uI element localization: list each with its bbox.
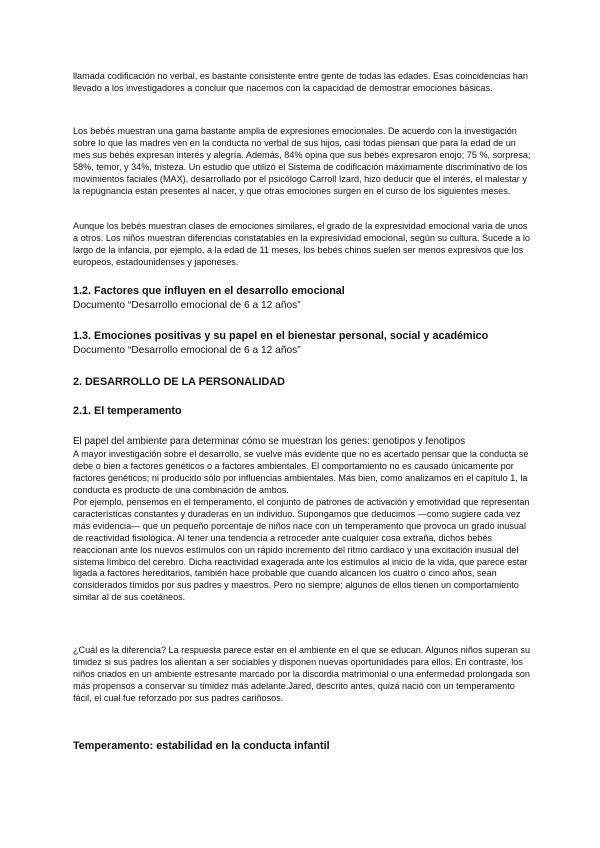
paragraph-infant-expressions: Los bebés muestran una gama bastante amplia de expresiones emocionales. De acuerdo con la investigación sobre lo que las madres ven en la conducta no verbal de sus hijos, casi todas piensan que para la edad de un mes sus bebés expresan interés y alegría. Además, 84% opina que sus bebés expresaron enojo; 75 %, sorpresa; 58%, temor, y 34%, tristeza. Un estudio que utilizó el Sistema de codificación máximamente discriminativo de los movimientos faciales (MAX), desarrollado por el psicólogo Carroll Izard, hizo deducir que el interés, el malestar y la repugnancia están presentes al nacer, y que otras emociones surgen en el curso de los siguientes meses.	[73, 126, 531, 196]
document-reference-1-2: Documento “Desarrollo emocional de 6 a 12 años”	[73, 300, 301, 311]
heading-section-2-1: 2.1. El temperamento	[73, 405, 182, 417]
heading-section-1-3: 1.3. Emociones positivas y su papel en el bienestar personal, social y académico	[73, 330, 489, 342]
heading-section-2: 2. DESARROLLO DE LA PERSONALIDAD	[73, 376, 285, 388]
paragraph-lead-environment: El papel del ambiente para determinar cómo se muestran los genes: genotipos y fenotipos	[73, 436, 466, 447]
paragraph-the-difference: ¿Cuál es la diferencia? La respuesta parece estar en el ambiente en el que se educan. Algunos niños superan su timidez si sus padres los alientan a ser sociables y disponen nuevas oportunidades para ellos. En contraste, los niños criados en un ambiente estresante marcado por la discordia matrimonial o una enfermedad prolongada son más propensos a conservar su timidez más adelante.Jared, descrito antes, quizá nació con un temperamento fácil, el cual fue reforzado por sus padres cariñosos.	[73, 645, 531, 703]
heading-temperament-stability: Temperamento: estabilidad en la conducta infantil	[73, 740, 330, 752]
paragraph-nonverbal-coding: llamada codificación no verbal, es bastante consistente entre gente de todas las edades. Esas coincidencias han llevado a los investigadores a concluir que nacemos con la capacidad de demostrar emociones básicas.	[73, 71, 528, 93]
document-reference-1-3: Documento “Desarrollo emocional de 6 a 12 años”	[73, 345, 301, 356]
paragraph-temperament-example: Por ejemplo, pensemos en el temperamento, el conjunto de patrones de activación y emotividad que representan características constantes y duraderas en un individuo. Supongamos que deducimos —como sugiere cada vez más evidencia— que un pequeño porcentaje de niños nace con un temperamento que provoca un grado inusual de reactividad fisiológica. Al tener una tendencia a retroceder ante cualquier cosa extraña, dichos bebés reaccionan ante los nuevos estímulos con un rápido incremento del ritmo cardiaco y una excitación inusual del sistema límbico del cerebro. Dicha reactividad exagerada ante los estímulos al inicio de la vida, que parece estar ligada a factores hereditarios, también hace probable que cuando alcancen los cuatro o cinco años, sean considerados tímidos por sus padres y maestros. Pero no siempre; algunos de ellos tienen un comportamiento similar al de sus coetáneos.	[73, 497, 530, 603]
paragraph-genes-environment: A mayor investigación sobre el desarrollo, se vuelve más evidente que no es acertado pensar que la conducta se debe o bien a factores genéticos o a factores ambientales. El comportamiento no es causado únicamente por factores genéticos; ni producido sólo por influencias ambientales. Más bien, como analizamos en el capítulo 1, la conducta es producto de una combinación de ambos.	[73, 449, 529, 495]
paragraph-emotional-expressivity: Aunque los bebés muestran clases de emociones similares, el grado de la expresividad emocional varía de unos a otros. Los niños muestran diferencias constatables en la expresividad emocional, según su cultura. Sucede a lo largo de la infancia, por ejemplo, a la edad de 11 meses, los bebés chinos suelen ser menos expresivos que los europeos, estadounidenses y japoneses.	[73, 221, 530, 267]
heading-section-1-2: 1.2. Factores que influyen en el desarrollo emocional	[73, 285, 345, 297]
